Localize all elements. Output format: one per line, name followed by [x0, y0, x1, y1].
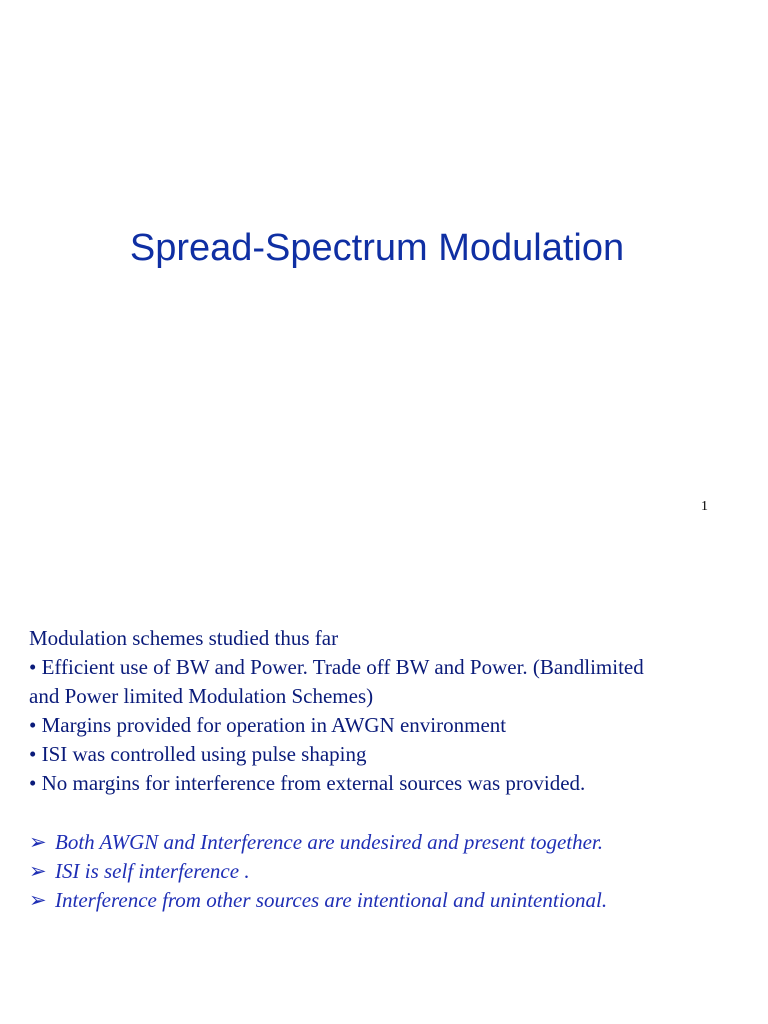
bullet-line-bw-power: • Efficient use of BW and Power. Trade off BW and Power. (Bandlimited — [29, 655, 644, 679]
intro-line: Modulation schemes studied thus far — [29, 626, 339, 650]
arrow-bullet-icon: ➢ — [29, 888, 47, 912]
bullet-line-awgn: • Margins provided for operation in AWGN environment — [29, 713, 507, 737]
note-text: Both AWGN and Interference are undesired and present together. — [55, 830, 604, 854]
bullet-line-interference: • No margins for interference from external sources was provided. — [29, 771, 586, 795]
page-number: 1 — [701, 499, 708, 514]
note-item — [29, 828, 751, 857]
arrow-bullet-icon: ➢ — [29, 830, 47, 854]
note-item — [29, 886, 751, 915]
note-text: Interference from other sources are intentional and unintentional. — [55, 888, 608, 912]
note-item — [29, 857, 751, 886]
body-text — [29, 624, 751, 798]
note-text: ISI is self interference . — [55, 859, 250, 883]
slide-title: Spread-Spectrum Modulation — [129, 227, 625, 269]
arrow-bullet-icon: ➢ — [29, 859, 47, 883]
bullet-line-bw-power-continued: and Power limited Modulation Schemes) — [29, 684, 374, 708]
bullet-line-isi: • ISI was controlled using pulse shaping — [29, 742, 367, 766]
note-list — [29, 828, 751, 915]
